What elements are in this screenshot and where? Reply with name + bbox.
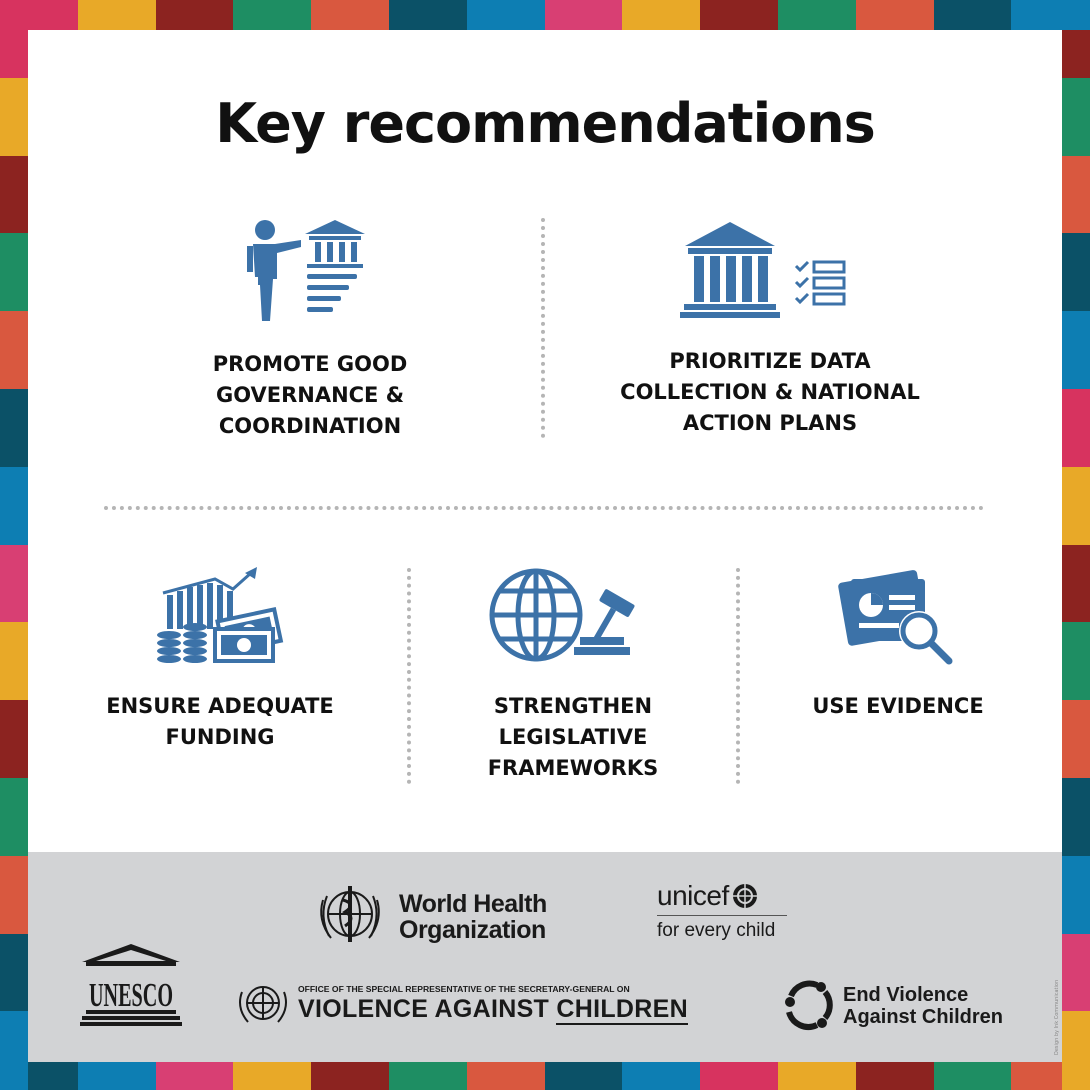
evac-line2: Against Children (843, 1006, 1004, 1028)
who-name-line1: World Health (399, 890, 547, 918)
border-color-block (1062, 467, 1090, 545)
page-title: Key recommendations (215, 92, 875, 155)
border-color-block (0, 622, 28, 700)
border-color-block (622, 1060, 700, 1090)
border-color-block (0, 856, 28, 934)
srsg-title-part: VIOLENCE AGAINST (298, 995, 557, 1023)
recommendation-label: PROMOTE GOOD GOVERNANCE & COORDINATION (212, 352, 408, 438)
border-color-block (856, 0, 934, 30)
recommendation-governance (160, 218, 460, 442)
border-color-block (856, 1060, 934, 1090)
border-color-block (0, 467, 28, 545)
border-color-block (389, 0, 467, 30)
srsg-vac-logo[interactable] (236, 978, 726, 1034)
border-color-block (1062, 778, 1090, 856)
border-color-block (1062, 934, 1090, 1012)
srsg-title (298, 995, 688, 1024)
border-color-block (0, 156, 28, 234)
border-color-block (1062, 311, 1090, 389)
border-color-block (467, 0, 545, 30)
unicef-tagline: for every child (657, 915, 787, 942)
unesco-name: UNESCO (89, 977, 173, 1014)
border-color-block (700, 0, 778, 30)
border-color-block (1062, 389, 1090, 467)
end-violence-circle-icon (781, 978, 835, 1032)
border-color-block (156, 0, 234, 30)
divider-vertical (736, 568, 740, 784)
unicef-globe-icon (731, 882, 759, 910)
recommendation-label: PRIORITIZE DATA COLLECTION & NATIONAL ACTION PLANS (620, 349, 920, 435)
design-credit: Design by Ink Communication (1054, 979, 1060, 1055)
border-color-block (233, 1060, 311, 1090)
divider-vertical (407, 568, 411, 784)
recommendation-legislative (423, 565, 723, 784)
recommendation-label: USE EVIDENCE (812, 694, 984, 718)
srsg-title-children: CHILDREN (556, 995, 688, 1023)
recommendation-data (590, 220, 950, 439)
unesco-logo[interactable] (80, 944, 182, 1026)
border-color-block (545, 0, 623, 30)
unesco-temple-icon (80, 944, 182, 1026)
un-emblem-icon (236, 978, 290, 1030)
globe-gavel-icon (488, 565, 658, 665)
unicef-logo[interactable] (657, 880, 787, 950)
who-logo[interactable] (313, 880, 553, 952)
border-color-block (0, 545, 28, 623)
border-color-block (233, 0, 311, 30)
border-color-block (1011, 0, 1089, 30)
border-color-block (467, 1060, 545, 1090)
border-color-block (1062, 545, 1090, 623)
who-emblem-icon (313, 880, 387, 952)
border-color-block (1062, 1011, 1090, 1089)
border-color-block (1062, 233, 1090, 311)
border-color-block (778, 1060, 856, 1090)
border-color-block (78, 1060, 156, 1090)
recommendation-evidence (748, 565, 1048, 722)
data-checklist-icon (680, 220, 860, 320)
border-color-block (0, 389, 28, 467)
border-color-block (622, 0, 700, 30)
border-color-block (934, 1060, 1012, 1090)
funding-icon (155, 565, 285, 665)
border-color-block (389, 1060, 467, 1090)
border-color-block (78, 0, 156, 30)
end-violence-logo[interactable] (781, 978, 1021, 1032)
border-color-block (311, 0, 389, 30)
recommendation-label: ENSURE ADEQUATE FUNDING (106, 694, 334, 749)
divider-horizontal (104, 506, 984, 510)
border-color-block (1062, 700, 1090, 778)
border-color-block (778, 0, 856, 30)
border-color-block (1062, 156, 1090, 234)
recommendation-funding (70, 565, 370, 753)
recommendation-label: STRENGTHEN LEGISLATIVE FRAMEWORKS (487, 694, 659, 780)
border-color-block (0, 700, 28, 778)
border-color-block (700, 1060, 778, 1090)
border-color-block (0, 1011, 28, 1089)
border-color-block (1062, 856, 1090, 934)
border-color-block (0, 0, 28, 78)
border-color-block (156, 1060, 234, 1090)
divider-vertical (541, 218, 545, 438)
border-color-block (0, 934, 28, 1012)
governance-icon (245, 218, 375, 323)
border-color-block (1062, 622, 1090, 700)
border-color-block (0, 778, 28, 856)
border-color-block (545, 1060, 623, 1090)
border-color-block (311, 1060, 389, 1090)
border-color-block (0, 311, 28, 389)
unicef-name: unicef (657, 880, 729, 911)
evac-line1: End Violence (843, 984, 969, 1006)
srsg-office-line: OFFICE OF THE SPECIAL REPRESENTATIVE OF THE SECRETARY-GENERAL ON (298, 984, 630, 994)
who-name-line2: Organization (399, 916, 546, 944)
border-color-block (934, 0, 1012, 30)
evidence-magnifier-icon (833, 565, 963, 665)
border-color-block (0, 233, 28, 311)
